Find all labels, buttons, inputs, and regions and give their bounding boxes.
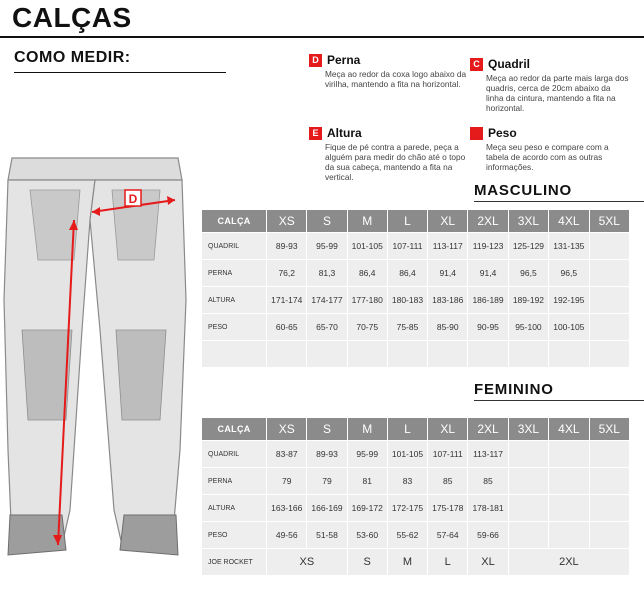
table-cell: 189-192 [509, 287, 548, 313]
header-cell: S [307, 210, 346, 232]
table-cell: 180-183 [388, 287, 427, 313]
table-cell: 192-195 [549, 287, 588, 313]
header-cell: 4XL [549, 210, 588, 232]
row-label: PESO [202, 314, 266, 340]
masculino-header-row [202, 210, 629, 232]
table-cell [590, 341, 629, 367]
joe-rocket-row [202, 549, 629, 575]
table-cell: 90-95 [468, 314, 507, 340]
table-cell: 178-181 [468, 495, 507, 521]
table-cell: 101-105 [388, 441, 427, 467]
subtitle-divider [14, 72, 226, 73]
row-label: PERNA [202, 260, 266, 286]
table-cell [388, 341, 427, 367]
table-cell: 60-65 [267, 314, 306, 340]
table-cell: 125-129 [509, 233, 548, 259]
table-cell: 57-64 [428, 522, 467, 548]
table-cell [549, 341, 588, 367]
header-cell: 3XL [509, 418, 548, 440]
row-label: PESO [202, 522, 266, 548]
table-cell: 163-166 [267, 495, 306, 521]
feminino-rule [474, 400, 644, 401]
table-row [202, 233, 629, 259]
legend-quadril-label: Quadril [488, 57, 531, 71]
table-cell [267, 341, 306, 367]
table-cell: 79 [307, 468, 346, 494]
legend-altura-label: Altura [327, 126, 362, 140]
header-cell: L [388, 418, 427, 440]
legend-perna-text: Meça ao redor da coxa logo abaixo da virilha, mantendo a fita na horizontal. [325, 69, 467, 89]
table-cell [549, 441, 588, 467]
row-label [202, 341, 266, 367]
masculino-size-table [201, 209, 630, 368]
legend-quadril-text: Meça ao redor da parte mais larga dos quadris, cerca de 20cm abaixo da linha da cintura, mantendo a fita na horizontal. [486, 73, 629, 113]
row-label: ALTURA [202, 495, 266, 521]
table-cell: XS [267, 549, 347, 575]
table-cell: 85-90 [428, 314, 467, 340]
header-cell: XL [428, 210, 467, 232]
table-cell: 89-93 [307, 441, 346, 467]
table-row [202, 314, 629, 340]
table-cell: 119-123 [468, 233, 507, 259]
table-cell: 79 [267, 468, 306, 494]
table-cell [509, 522, 548, 548]
table-cell: 95-100 [509, 314, 548, 340]
badge-altura: E [309, 127, 322, 140]
table-cell [590, 260, 629, 286]
marker-d-label: D [128, 192, 138, 206]
header-cell: XS [267, 418, 306, 440]
table-cell: 91,4 [468, 260, 507, 286]
table-cell [549, 495, 588, 521]
table-cell: 113-117 [468, 441, 507, 467]
table-cell [549, 522, 588, 548]
legend-altura-text: Fique de pé contra a parede, peça a alguém para medir do chão até o topo da sua cabeça, mantendo a fita na vertical. [325, 142, 466, 182]
table-cell: 96,5 [549, 260, 588, 286]
table-cell: 85 [428, 468, 467, 494]
table-cell [590, 522, 629, 548]
table-cell [590, 287, 629, 313]
row-label: PERNA [202, 468, 266, 494]
table-cell: M [388, 549, 427, 575]
table-cell: 95-99 [307, 233, 346, 259]
feminino-size-table [201, 417, 630, 576]
title-divider [0, 36, 644, 38]
table-cell: S [348, 549, 387, 575]
table-cell [509, 468, 548, 494]
legend-peso [470, 126, 630, 172]
header-cell: 3XL [509, 210, 548, 232]
table-cell: 85 [468, 468, 507, 494]
feminino-heading: FEMININO [474, 381, 554, 398]
table-cell [509, 441, 548, 467]
row-label: QUADRIL [202, 233, 266, 259]
badge-peso [470, 127, 483, 140]
table-cell: 175-178 [428, 495, 467, 521]
row-label: QUADRIL [202, 441, 266, 467]
table-cell [549, 468, 588, 494]
legend-peso-text: Meça seu peso e compare com a tabela de acordo com as outras informações. [486, 142, 609, 172]
table-cell [590, 468, 629, 494]
table-cell: 51-58 [307, 522, 346, 548]
header-cell: L [388, 210, 427, 232]
table-cell: 169-172 [348, 495, 387, 521]
page-title: CALÇAS [12, 2, 132, 33]
feminino-header-row [202, 418, 629, 440]
masculino-heading: MASCULINO [474, 182, 573, 199]
badge-quadril: C [470, 58, 483, 71]
table-cell: 70-75 [348, 314, 387, 340]
table-cell: 65-70 [307, 314, 346, 340]
header-cell: 5XL [590, 210, 629, 232]
table-cell: 86,4 [348, 260, 387, 286]
table-cell: 100-105 [549, 314, 588, 340]
table-cell: 107-111 [388, 233, 427, 259]
table-cell: 96,5 [509, 260, 548, 286]
table-cell: 2XL [509, 549, 629, 575]
table-cell: 83-87 [267, 441, 306, 467]
row-label: ALTURA [202, 287, 266, 313]
masculino-rule [474, 201, 644, 202]
header-cell: CALÇA [202, 418, 266, 440]
table-cell [468, 341, 507, 367]
header-cell: 4XL [549, 418, 588, 440]
table-cell: 91,4 [428, 260, 467, 286]
legend-perna [309, 53, 469, 89]
legend-quadril [470, 57, 630, 113]
table-cell: 131-135 [549, 233, 588, 259]
table-cell: 53-60 [348, 522, 387, 548]
row-label: JOE ROCKET [202, 549, 266, 575]
pants-icon [4, 158, 186, 555]
header-cell: 2XL [468, 210, 507, 232]
table-cell [348, 341, 387, 367]
table-cell [590, 441, 629, 467]
table-cell: 75-85 [388, 314, 427, 340]
legend-altura [309, 126, 469, 182]
table-cell: 166-169 [307, 495, 346, 521]
table-row [202, 468, 629, 494]
table-cell [307, 341, 346, 367]
table-cell: 177-180 [348, 287, 387, 313]
table-cell: 171-174 [267, 287, 306, 313]
table-row [202, 522, 629, 548]
table-cell: XL [468, 549, 507, 575]
table-cell [509, 495, 548, 521]
table-row [202, 441, 629, 467]
table-cell [590, 233, 629, 259]
header-cell: XL [428, 418, 467, 440]
table-cell [590, 495, 629, 521]
table-cell: 89-93 [267, 233, 306, 259]
table-row [202, 495, 629, 521]
table-cell: 81 [348, 468, 387, 494]
table-cell: 86,4 [388, 260, 427, 286]
how-to-measure-heading: COMO MEDIR: [14, 49, 131, 66]
table-cell: 183-186 [428, 287, 467, 313]
table-cell: 95-99 [348, 441, 387, 467]
badge-perna: D [309, 54, 322, 67]
table-cell: 186-189 [468, 287, 507, 313]
header-cell: CALÇA [202, 210, 266, 232]
table-cell [428, 341, 467, 367]
table-cell [590, 314, 629, 340]
header-cell: S [307, 418, 346, 440]
table-cell: 83 [388, 468, 427, 494]
table-row [202, 260, 629, 286]
table-cell: 101-105 [348, 233, 387, 259]
table-cell: 107-111 [428, 441, 467, 467]
legend-peso-label: Peso [488, 126, 517, 140]
header-cell: 2XL [468, 418, 507, 440]
table-row [202, 287, 629, 313]
table-cell: 172-175 [388, 495, 427, 521]
table-cell [509, 341, 548, 367]
table-cell: 81,3 [307, 260, 346, 286]
header-cell: 5XL [590, 418, 629, 440]
table-cell: 76,2 [267, 260, 306, 286]
header-cell: M [348, 210, 387, 232]
table-cell: L [428, 549, 467, 575]
table-cell: 59-66 [468, 522, 507, 548]
table-cell: 174-177 [307, 287, 346, 313]
header-cell: XS [267, 210, 306, 232]
table-row [202, 341, 629, 367]
table-cell: 113-117 [428, 233, 467, 259]
legend-perna-label: Perna [327, 53, 361, 67]
table-cell: 55-62 [388, 522, 427, 548]
table-cell: 49-56 [267, 522, 306, 548]
header-cell: M [348, 418, 387, 440]
pants-diagram [0, 150, 200, 593]
